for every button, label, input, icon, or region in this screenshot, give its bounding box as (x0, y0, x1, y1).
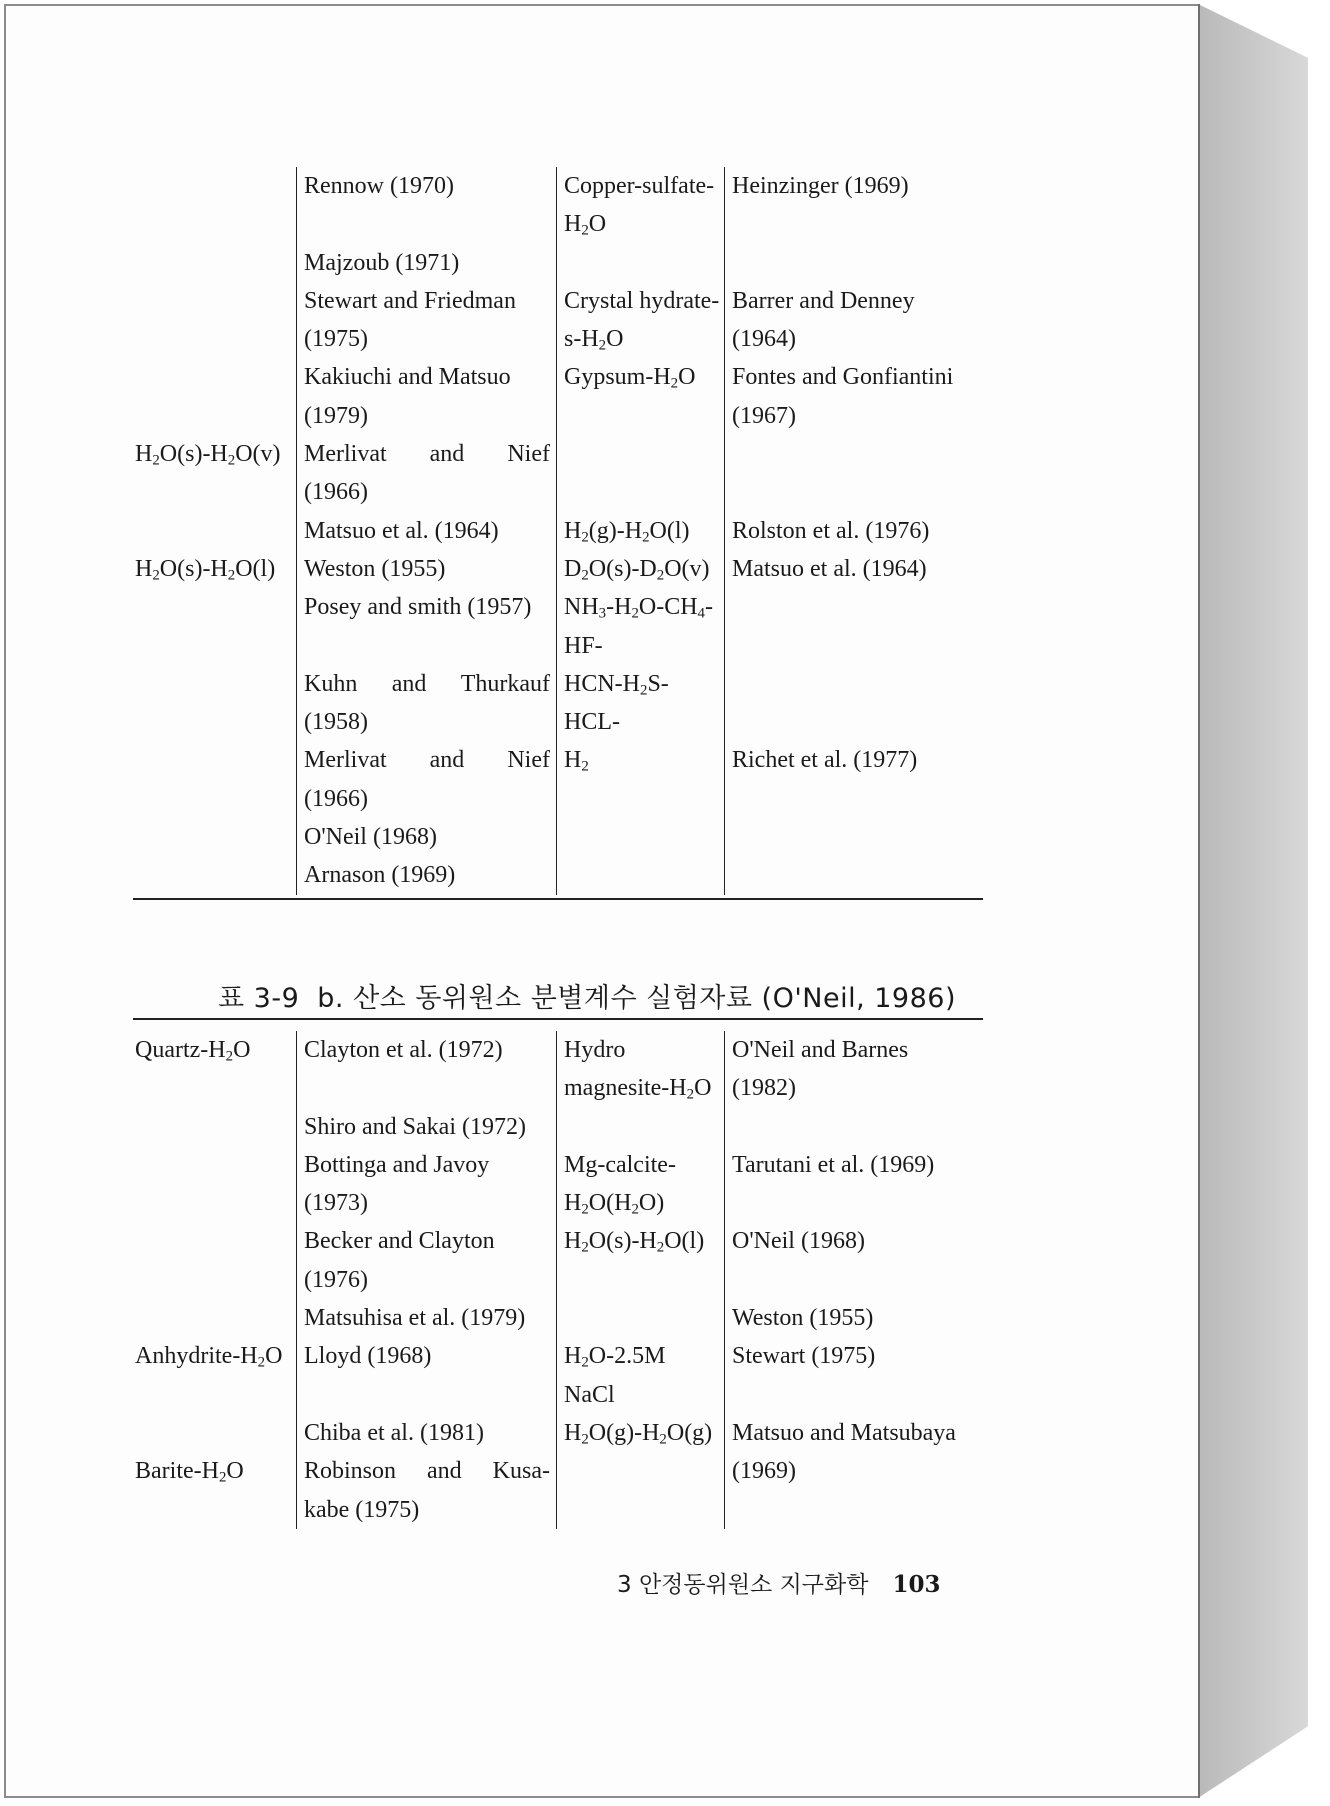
table-cell-c1 (133, 818, 296, 856)
table-cell-c4: Heinzinger (1969) (724, 167, 983, 205)
table-cell-c1 (133, 512, 296, 550)
table-cell-c4 (724, 244, 983, 282)
table-row (133, 1146, 983, 1184)
table-cell-c4: Matsuo and Matsubaya (724, 1414, 983, 1452)
table-a (133, 167, 983, 895)
table-cell-c1 (133, 1414, 296, 1452)
table-cell-c2: Kakiuchi and Matsuo (296, 358, 556, 396)
table-cell-c1 (133, 1069, 296, 1107)
table-row (133, 1222, 983, 1260)
table-cell-c3: Copper-sulfate- (556, 167, 724, 205)
table-cell-c2: Lloyd (1968) (296, 1337, 556, 1375)
table-row (133, 588, 983, 626)
table-cell-c2 (296, 205, 556, 243)
table-cell-c4 (724, 435, 983, 473)
page-number: 103 (892, 1571, 941, 1598)
table-cell-c4: Weston (1955) (724, 1299, 983, 1337)
table-row (133, 320, 983, 358)
table-cell-c2: Posey and smith (1957) (296, 588, 556, 626)
table-cell-c4 (724, 1491, 983, 1529)
table-cell-c4: (1982) (724, 1069, 983, 1107)
table-cell-c3 (556, 1299, 724, 1337)
table-cell-c4: Barrer and Denney (724, 282, 983, 320)
table-cell-c1: $H_2O(s)-H_2O(v)$ (135, 441, 281, 469)
table-row (133, 780, 983, 818)
caption-text: b. 산소 동위원소 분별계수 실험자료 (O'Neil, 1986) (317, 983, 956, 1014)
table-row (133, 1261, 983, 1299)
table-cell-c4 (724, 627, 983, 665)
table-row (133, 1491, 983, 1529)
table-row (133, 167, 983, 205)
table-cell-c1 (133, 703, 296, 741)
table-cell-c2 (296, 627, 556, 665)
table-row (133, 818, 983, 856)
table-cell-c3 (556, 780, 724, 818)
table-cell-c4 (724, 205, 983, 243)
table-cell-c3: $H_2O$ (556, 205, 724, 243)
table-cell-c2: (1976) (296, 1261, 556, 1299)
table-cell-c1 (133, 1108, 296, 1146)
table-row (133, 550, 983, 588)
table-cell-c2: Majzoub (1971) (296, 244, 556, 282)
table-row (133, 282, 983, 320)
table-cell-c2: Bottinga and Javoy (296, 1146, 556, 1184)
table-row (133, 358, 983, 396)
table-row (133, 1031, 983, 1069)
table-cell-c1 (133, 282, 296, 320)
table-row (133, 1337, 983, 1375)
table-cell-c1 (133, 627, 296, 665)
table-a-bottom-rule (133, 898, 983, 900)
table-cell-c1 (133, 1491, 296, 1529)
table-row (133, 512, 983, 550)
table-cell-c3: $H_2O(s)-H_2O(l)$ (556, 1222, 724, 1260)
table-cell-c1 (133, 588, 296, 626)
table-cell-c3: magnesite-$H_2O$ (556, 1069, 724, 1107)
page-edge-line (1198, 4, 1200, 1798)
table-cell-c2: kabe (1975) (296, 1491, 556, 1529)
table-cell-c4 (724, 818, 983, 856)
table-b-top-rule (133, 1018, 983, 1020)
table-cell-c1: Anhydrite-$H_2O$ (135, 1343, 283, 1372)
table-cell-c2: (1973) (296, 1184, 556, 1222)
table-cell-c2 (296, 1069, 556, 1107)
table-cell-c3 (556, 435, 724, 473)
table-cell-c1 (133, 397, 296, 435)
table-row (133, 1376, 983, 1414)
table-row (133, 1184, 983, 1222)
table-cell-c2: Becker and Clayton (296, 1222, 556, 1260)
table-cell-c4 (724, 473, 983, 511)
table-cell-c3 (556, 856, 724, 894)
table-cell-c1 (133, 320, 296, 358)
table-row (133, 665, 983, 703)
table-cell-c1: Barite-$H_2O$ (135, 1458, 244, 1486)
table-cell-c2: Shiro and Sakai (1972) (296, 1108, 556, 1146)
table-cell-c1 (133, 741, 296, 779)
table-cell-c3 (556, 397, 724, 435)
table-cell-c4: Fontes and Gonfiantini (724, 358, 983, 396)
table-cell-c3 (556, 244, 724, 282)
table-cell-c4 (724, 665, 983, 703)
table-cell-c4 (724, 1261, 983, 1299)
table-cell-c4: Richet et al. (1977) (724, 741, 983, 779)
table-row (133, 1299, 983, 1337)
table-cell-c2: Merlivat and Nief (296, 741, 556, 779)
table-cell-c4: (1964) (724, 320, 983, 358)
table-caption (218, 976, 956, 1015)
table-cell-c2: Robinson and Kusa- (296, 1452, 556, 1490)
table-cell-c4 (724, 780, 983, 818)
table-row (133, 627, 983, 665)
table-cell-c4 (724, 1376, 983, 1414)
table-cell-c1 (133, 856, 296, 894)
table-cell-c1 (133, 1376, 296, 1414)
table-row (133, 205, 983, 243)
table-cell-c1 (133, 780, 296, 818)
table-cell-c2: (1975) (296, 320, 556, 358)
table-cell-c3 (556, 1261, 724, 1299)
table-row (133, 435, 983, 473)
table-cell-c1 (133, 358, 296, 396)
table-cell-c3 (556, 818, 724, 856)
table-cell-c1 (133, 473, 296, 511)
table-cell-c4: Tarutani et al. (1969) (724, 1146, 983, 1184)
table-cell-c2: Weston (1955) (296, 550, 556, 588)
table-cell-c1 (133, 205, 296, 243)
table-row (133, 1452, 983, 1490)
table-cell-c1 (133, 1184, 296, 1222)
table-cell-c3: Crystal hydrate- (556, 282, 724, 320)
table-row (133, 1108, 983, 1146)
table-cell-c2: Arnason (1969) (296, 856, 556, 894)
table-row (133, 473, 983, 511)
table-cell-c3: $H_2(g)-H_2O(l)$ (556, 512, 724, 550)
table-cell-c4: (1967) (724, 397, 983, 435)
table-cell-c2: O'Neil (1968) (296, 818, 556, 856)
table-cell-c4: Matsuo et al. (1964) (724, 550, 983, 588)
table-cell-c3: $H_2O-2.5M$ (556, 1337, 724, 1375)
table-cell-c1 (133, 1222, 296, 1260)
table-cell-c1 (133, 1299, 296, 1337)
table-cell-c3: $D_2O(s)-D_2O(v)$ (556, 550, 724, 588)
table-cell-c3 (556, 1452, 724, 1490)
table-cell-c3: $s-H_2O$ (556, 320, 724, 358)
table-row (133, 1069, 983, 1107)
table-cell-c2: (1958) (296, 703, 556, 741)
table-cell-c3: NaCl (556, 1376, 724, 1414)
table-cell-c4: Rolston et al. (1976) (724, 512, 983, 550)
table-cell-c3: HCN-$H_2S-$ (556, 665, 724, 703)
table-cell-c4 (724, 856, 983, 894)
table-cell-c2: (1966) (296, 780, 556, 818)
table-cell-c2: Clayton et al. (1972) (296, 1031, 556, 1069)
table-cell-c3 (556, 1108, 724, 1146)
table-cell-c2: Rennow (1970) (296, 167, 556, 205)
table-cell-c2: Matsuo et al. (1964) (296, 512, 556, 550)
table-cell-c3: $H_2O(g)-H_2O(g)$ (556, 1414, 724, 1452)
footer-chapter: 3 안정동위원소 지구화학 (617, 1572, 869, 1598)
table-cell-c2: Stewart and Friedman (296, 282, 556, 320)
table-cell-c1: Quartz-$H_2O$ (135, 1037, 251, 1065)
table-cell-c3 (556, 473, 724, 511)
table-cell-c2: Kuhn and Thurkauf (296, 665, 556, 703)
table-cell-c3: HF- (556, 627, 724, 665)
table-cell-c3: $NH_3-H_2O-CH_4-$ (556, 588, 724, 626)
table-cell-c3: Hydro (556, 1031, 724, 1069)
table-cell-c1 (133, 1146, 296, 1184)
table-cell-c2: (1979) (296, 397, 556, 435)
table-b (133, 1031, 983, 1529)
table-cell-c4: O'Neil (1968) (724, 1222, 983, 1260)
table-cell-c2 (296, 1376, 556, 1414)
table-row (133, 741, 983, 779)
table-cell-c3: Gypsum-$H_2O$ (556, 358, 724, 396)
table-cell-c4 (724, 703, 983, 741)
table-cell-c2: Merlivat and Nief (296, 435, 556, 473)
table-row (133, 244, 983, 282)
table-cell-c1 (133, 167, 296, 205)
table-cell-c3: $H_2$ (556, 741, 724, 779)
table-cell-c2: (1966) (296, 473, 556, 511)
page-footer (617, 1566, 940, 1599)
table-cell-c4: O'Neil and Barnes (724, 1031, 983, 1069)
table-cell-c4 (724, 1184, 983, 1222)
table-cell-c4: (1969) (724, 1452, 983, 1490)
table-cell-c2: Matsuhisa et al. (1979) (296, 1299, 556, 1337)
table-cell-c3: Mg-calcite- (556, 1146, 724, 1184)
table-cell-c3: $H_2O(H_2O)$ (556, 1184, 724, 1222)
table-cell-c4 (724, 588, 983, 626)
table-cell-c4 (724, 1108, 983, 1146)
table-cell-c1 (133, 1261, 296, 1299)
table-row (133, 397, 983, 435)
table-row (133, 703, 983, 741)
table-cell-c3: HCL- (556, 703, 724, 741)
table-row (133, 1414, 983, 1452)
table-row (133, 856, 983, 894)
table-cell-c3 (556, 1491, 724, 1529)
caption-number: 표 3-9 (218, 983, 300, 1014)
page-edge-shadow (1198, 4, 1308, 1798)
table-cell-c1 (133, 244, 296, 282)
table-cell-c1: $H_2O(s)-H_2O(l)$ (135, 555, 276, 584)
table-cell-c4: Stewart (1975) (724, 1337, 983, 1375)
table-cell-c1 (133, 665, 296, 703)
table-cell-c2: Chiba et al. (1981) (296, 1414, 556, 1452)
